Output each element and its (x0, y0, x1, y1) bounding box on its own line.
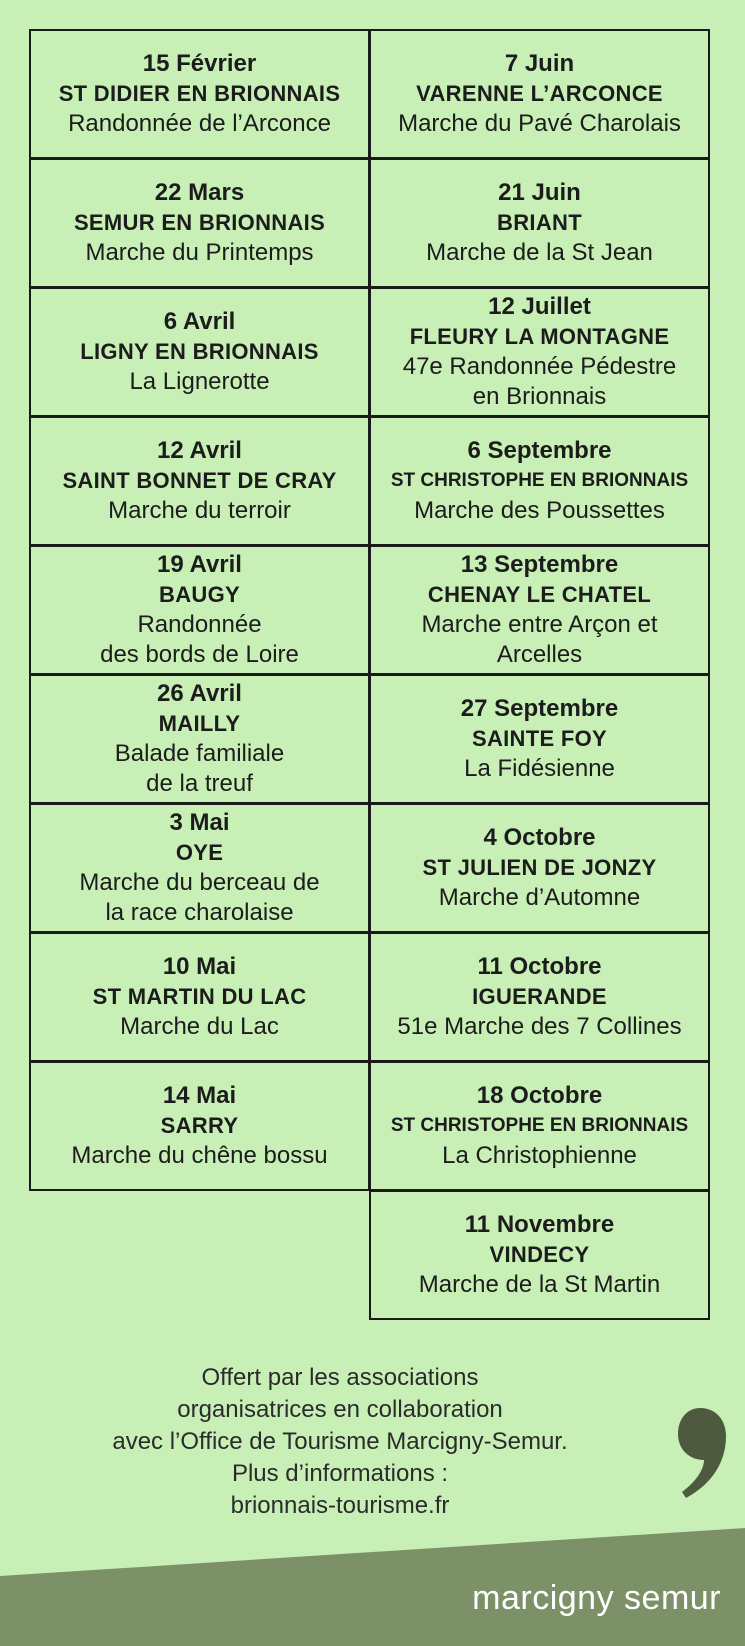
event-date: 18 Octobre (476, 1082, 603, 1109)
event-cell-26-avril (29, 674, 370, 804)
event-date: 21 Juin (498, 179, 581, 206)
event-cell-10-mai (29, 932, 370, 1062)
event-name-line: La Fidésienne (464, 755, 615, 782)
event-date: 11 Novembre (464, 1211, 615, 1238)
event-place: BAUGY (159, 582, 240, 607)
event-name-line: Marche du Printemps (85, 239, 314, 266)
event-date: 3 Mai (169, 809, 230, 836)
event-place: BRIANT (497, 210, 582, 235)
event-cell-18-octobre (369, 1061, 710, 1191)
event-cell-22-mars (29, 158, 370, 288)
event-name-line: Randonnée (137, 611, 262, 638)
event-place: CHENAY LE CHATEL (427, 582, 652, 607)
event-date: 14 Mai (162, 1082, 237, 1109)
event-date: 22 Mars (154, 179, 245, 206)
event-name-line: Marche du berceau de (79, 869, 320, 896)
event-date: 12 Avril (157, 437, 242, 464)
event-name-line: des bords de Loire (100, 641, 299, 668)
event-date: 15 Février (142, 50, 257, 77)
event-name-line: Marche du Lac (120, 1013, 279, 1040)
event-place: ST JULIEN DE JONZY (422, 855, 657, 880)
event-place: ST CHRISTOPHE EN BRIONNAIS (390, 470, 689, 491)
event-cell-3-mai (29, 803, 370, 933)
event-cell-19-avril (29, 545, 370, 675)
event-place: LIGNY EN BRIONNAIS (80, 339, 319, 364)
event-cell-13-septembre (369, 545, 710, 675)
event-name-line: de la treuf (146, 770, 253, 797)
events-table (30, 30, 710, 1320)
brand-logo-text: marcigny semur (472, 1579, 721, 1617)
empty-cell (29, 1190, 370, 1320)
event-place: SEMUR EN BRIONNAIS (73, 210, 326, 235)
event-cell-11-novembre (369, 1190, 710, 1320)
event-place: ST DIDIER EN BRIONNAIS (58, 81, 341, 106)
event-date: 6 Avril (163, 308, 236, 335)
event-date: 27 Septembre (460, 695, 619, 722)
footer-line: organisatrices en collaboration (177, 1396, 503, 1423)
event-cell-11-octobre (369, 932, 710, 1062)
footer-credits (60, 1362, 620, 1522)
event-cell-6-septembre (369, 416, 710, 546)
event-name-line: La Christophienne (442, 1142, 637, 1169)
event-cell-12-juillet (369, 287, 710, 417)
event-name-line: Marche du chêne bossu (71, 1142, 328, 1169)
event-place: ST CHRISTOPHE EN BRIONNAIS (390, 1115, 689, 1136)
event-place: VINDECY (489, 1242, 590, 1267)
event-place: SARRY (160, 1113, 239, 1138)
event-date: 7 Juin (504, 50, 575, 77)
event-cell-6-avril (29, 287, 370, 417)
event-place: MAILLY (158, 711, 241, 736)
event-name-line: Marche du Pavé Charolais (398, 110, 681, 137)
footer-line: avec l’Office de Tourisme Marcigny-Semur. (112, 1428, 568, 1455)
event-name-line: Marche des Poussettes (414, 497, 665, 524)
event-place: SAINTE FOY (471, 726, 607, 751)
event-name-line: Arcelles (496, 641, 583, 668)
footer-line: Plus d’informations : (231, 1460, 449, 1487)
event-place: ST MARTIN DU LAC (92, 984, 307, 1009)
event-name-line: La Lignerotte (129, 368, 270, 395)
event-place: FLEURY LA MONTAGNE (409, 324, 670, 349)
event-name-line: Marche de la St Jean (426, 239, 653, 266)
comma-logo-icon (672, 1402, 728, 1502)
event-cell-27-septembre (369, 674, 710, 804)
event-cell-14-mai (29, 1061, 370, 1191)
event-date: 11 Octobre (477, 953, 602, 980)
event-date: 19 Avril (157, 551, 242, 578)
event-date: 13 Septembre (460, 551, 619, 578)
event-name-line: Marche entre Arçon et (421, 611, 658, 638)
event-date: 4 Octobre (483, 824, 596, 851)
event-name-line: 51e Marche des 7 Collines (397, 1013, 682, 1040)
event-date: 6 Septembre (467, 437, 612, 464)
event-date: 10 Mai (162, 953, 237, 980)
event-cell-15-fevrier (29, 29, 370, 159)
event-cell-12-avril (29, 416, 370, 546)
event-name-line: Marche du terroir (108, 497, 291, 524)
footer-line: Offert par les associations (201, 1364, 479, 1391)
event-cell-21-juin (369, 158, 710, 288)
event-name-line: Marche d’Automne (438, 884, 641, 911)
event-place: SAINT BONNET DE CRAY (62, 468, 337, 493)
website-link[interactable]: brionnais-tourisme.fr (230, 1492, 450, 1519)
event-place: VARENNE L’ARCONCE (416, 81, 663, 106)
event-cell-7-juin (369, 29, 710, 159)
event-place: OYE (175, 840, 224, 865)
event-date: 12 Juillet (488, 293, 591, 320)
event-name-line: Randonnée de l’Arconce (68, 110, 331, 137)
event-place: IGUERANDE (472, 984, 607, 1009)
event-date: 26 Avril (157, 680, 242, 707)
event-name-line: Marche de la St Martin (418, 1271, 661, 1298)
event-name-line: en Brionnais (472, 383, 607, 410)
event-cell-4-octobre (369, 803, 710, 933)
event-name-line: 47e Randonnée Pédestre (402, 353, 677, 380)
event-name-line: la race charolaise (105, 899, 294, 926)
event-name-line: Balade familiale (114, 740, 285, 767)
